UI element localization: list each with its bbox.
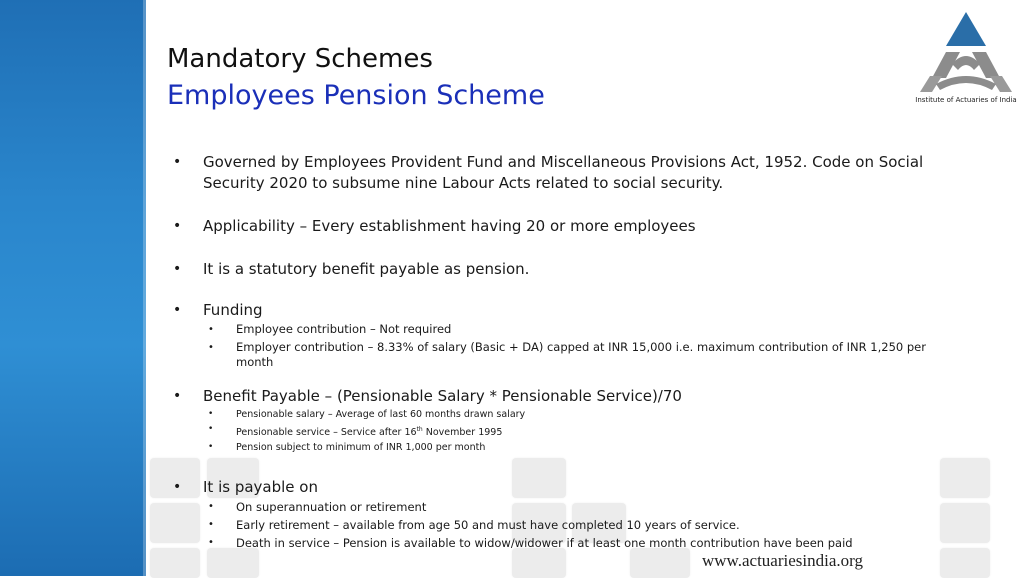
bullet-payable-on bbox=[170, 477, 960, 498]
sub-bullet-text: Pensionable salary – Average of last 60 months drawn salary bbox=[236, 409, 526, 420]
bullet-text: Applicability – Every establishment having 20 or more employees bbox=[203, 217, 696, 235]
sub-bullet-pensionable-salary bbox=[170, 407, 960, 422]
bullet-governed bbox=[170, 152, 960, 194]
bullet-icon: • bbox=[208, 324, 214, 335]
sub-bullet-pension-minimum bbox=[170, 440, 960, 455]
bullet-icon: • bbox=[208, 501, 214, 513]
bullet-applicability bbox=[170, 216, 960, 237]
bullet-text: Benefit Payable – (Pensionable Salary * Pensionable Service)/70 bbox=[203, 387, 682, 405]
sub-bullet-text: November 1995 bbox=[422, 427, 503, 439]
logo-caption: Institute of Actuaries of India bbox=[915, 96, 1017, 104]
sub-bullet-employee-contribution bbox=[170, 322, 960, 337]
sub-bullet-early-retirement bbox=[170, 516, 960, 534]
bullet-icon: • bbox=[208, 537, 214, 549]
sub-bullet-text: Employee contribution – Not required bbox=[236, 322, 452, 336]
bullet-icon: • bbox=[208, 424, 214, 434]
bullet-statutory bbox=[170, 259, 960, 280]
sub-bullet-text: Early retirement – available from age 50 and must have completed 10 years of service. bbox=[236, 518, 740, 533]
background-tile bbox=[630, 548, 690, 578]
bullet-icon: • bbox=[208, 342, 214, 353]
sub-bullet-text: On superannuation or retirement bbox=[236, 500, 427, 515]
slide-title: Mandatory Schemes bbox=[167, 44, 433, 74]
bullet-funding bbox=[170, 300, 960, 321]
background-tile bbox=[150, 548, 200, 578]
bullet-icon: • bbox=[208, 519, 214, 531]
bullet-benefit-payable bbox=[170, 386, 960, 407]
background-tile bbox=[207, 548, 259, 578]
bullet-icon: • bbox=[173, 479, 182, 496]
sub-bullet-text: Pensionable service – Service after 16 bbox=[236, 427, 417, 439]
bullet-icon: • bbox=[208, 442, 214, 453]
bullet-text: Funding bbox=[203, 301, 263, 319]
left-accent-band bbox=[0, 0, 146, 576]
footer-website-link[interactable]: www.actuariesindia.org bbox=[702, 551, 863, 570]
background-tile bbox=[940, 548, 990, 578]
sub-bullet-text: Pension subject to minimum of INR 1,000 per month bbox=[236, 442, 486, 454]
bullet-icon: • bbox=[173, 218, 182, 234]
bullet-icon: • bbox=[173, 388, 182, 404]
sub-bullet-text: Employer contribution – 8.33% of salary (Basic + DA) capped at INR 15,000 i.e. maximum contribution of INR 1,250 per month bbox=[236, 340, 926, 369]
background-tile bbox=[512, 548, 566, 578]
bullet-text: Governed by Employees Provident Fund and Miscellaneous Provisions Act, 1952. Code on Social Security 2020 to subsume nine Labour Acts related to social security. bbox=[203, 153, 924, 192]
bullet-text: It is payable on bbox=[203, 478, 318, 497]
bullet-icon: • bbox=[173, 261, 182, 277]
sub-bullet-text: Death in service – Pension is available to widow/widower if at least one month contribution have been paid bbox=[236, 536, 853, 551]
bullet-text: It is a statutory benefit payable as pension. bbox=[203, 260, 530, 278]
sub-bullet-superannuation bbox=[170, 498, 960, 516]
ordinal-suffix: th bbox=[416, 426, 423, 433]
sub-bullet-death-in-service bbox=[170, 534, 960, 552]
slide-content bbox=[170, 152, 960, 552]
bullet-icon: • bbox=[173, 154, 182, 170]
bullet-icon: • bbox=[208, 409, 214, 419]
sub-bullet-employer-contribution bbox=[170, 340, 960, 370]
sub-bullet-pensionable-service bbox=[170, 422, 960, 440]
slide-subtitle: Employees Pension Scheme bbox=[167, 80, 545, 111]
bullet-icon: • bbox=[173, 302, 182, 318]
